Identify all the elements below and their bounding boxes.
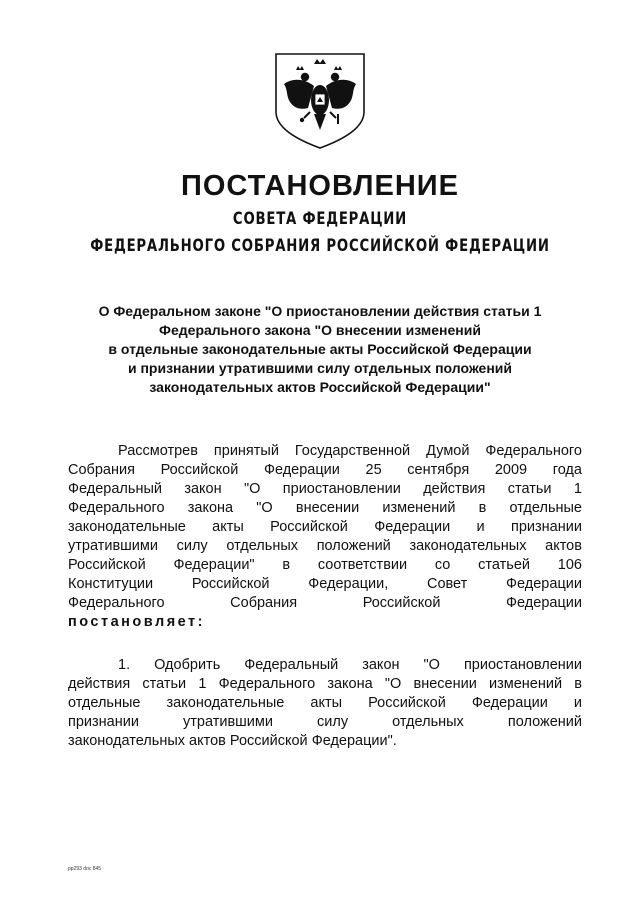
word: соответствии	[317, 557, 408, 573]
word: сентября	[407, 462, 470, 478]
paragraph-preamble	[68, 442, 582, 632]
word: Российской	[362, 595, 441, 611]
word: актов	[189, 733, 226, 749]
word: Федерации	[263, 462, 340, 478]
word: Федерации".	[311, 733, 397, 749]
word: Федеральный	[244, 657, 339, 673]
word: 1	[198, 676, 207, 692]
word: приостановлении	[282, 481, 401, 497]
document-subtitle-council: СОВЕТА ФЕДЕРАЦИИ	[232, 209, 408, 229]
word: Федерального	[68, 500, 165, 516]
word: и	[573, 695, 582, 711]
word: приостановлении	[463, 657, 582, 673]
document-heading	[40, 302, 600, 397]
word: "О	[384, 676, 402, 692]
paragraph-line	[68, 713, 582, 732]
double-headed-eagle-emblem-icon	[270, 50, 370, 150]
word: отдельные	[509, 500, 582, 516]
paragraph-closing-line	[68, 613, 582, 632]
paragraph-line	[68, 732, 582, 751]
word: законодательных	[68, 733, 185, 749]
word: Одобрить	[154, 657, 221, 673]
word: и	[476, 519, 485, 535]
word: Федеральный	[68, 481, 162, 497]
word: закона	[187, 500, 234, 516]
paragraph-item-1	[68, 656, 582, 751]
word: закон	[362, 657, 400, 673]
word: признании	[68, 714, 139, 730]
word: Рассмотрев	[118, 443, 198, 459]
resolves-word: постановляет:	[68, 614, 205, 630]
word: актов	[545, 538, 582, 554]
paragraph-line	[68, 480, 582, 499]
word: Федерального	[218, 676, 316, 692]
word: 25	[365, 462, 382, 478]
word: изменений	[382, 500, 456, 516]
heading-line: Федерального закона "О внесении изменений	[159, 322, 481, 338]
word: Федерации	[506, 595, 582, 611]
word: отдельных	[226, 538, 299, 554]
word: действия	[423, 481, 486, 497]
word: признании	[511, 519, 582, 535]
word: Совет	[426, 576, 468, 592]
word: 106	[557, 557, 582, 573]
word: "О	[256, 500, 273, 516]
emblem	[270, 50, 370, 150]
word: статьи	[507, 481, 552, 497]
word: закон	[184, 481, 222, 497]
word: утратившими	[183, 714, 273, 730]
paragraph-line	[68, 461, 582, 480]
heading-line: и признании утратившими силу отдельных положений	[127, 360, 513, 376]
word: акты	[310, 695, 343, 711]
word: Федерации"	[173, 557, 255, 573]
heading-line: законодательных актов Российской Федерации"	[149, 379, 491, 395]
word: Думой	[426, 443, 470, 459]
word: 2009	[494, 462, 528, 478]
paragraph-line	[68, 656, 582, 675]
document-subtitle-assembly: ФЕДЕРАЛЬНОГО СОБРАНИЯ РОССИЙСКОЙ ФЕДЕРАЦИИ	[90, 236, 550, 256]
word: в	[478, 500, 487, 516]
word: законодательные	[68, 519, 186, 535]
word: Собрания	[230, 595, 298, 611]
word: Собрания	[68, 462, 135, 478]
word: Федерации	[506, 576, 582, 592]
word: в	[282, 557, 291, 573]
paragraph-line	[68, 694, 582, 713]
word: внесении	[413, 676, 477, 692]
word: 1.	[118, 657, 131, 673]
paragraph-line	[68, 575, 582, 594]
word: законодательные	[166, 695, 285, 711]
paragraph-line	[68, 442, 582, 461]
word: Российской	[368, 695, 446, 711]
word: изменений	[488, 676, 563, 692]
word: Российской	[270, 519, 348, 535]
word: положений	[316, 538, 391, 554]
word: внесении	[295, 500, 360, 516]
paragraph-line	[68, 675, 582, 694]
paragraph-line	[68, 518, 582, 537]
word: Федерального	[485, 443, 582, 459]
word: со	[434, 557, 451, 573]
file-reference: pp293 doc 845	[68, 866, 102, 872]
word: Федерации	[374, 519, 451, 535]
word: Федерации	[471, 695, 548, 711]
word: Федерации,	[308, 576, 389, 592]
word: в	[574, 676, 582, 692]
word: Федерального	[68, 595, 165, 611]
heading-line: О Федеральном законе "О приостановлении действия статьи 1	[98, 303, 542, 319]
word: силу	[176, 538, 208, 554]
word: принятый	[213, 443, 279, 459]
paragraph-line	[68, 537, 582, 556]
word: Конституции	[68, 576, 154, 592]
word: года	[552, 462, 582, 478]
word: Российской	[160, 462, 239, 478]
word: Российской	[191, 576, 270, 592]
word: отдельных	[392, 714, 464, 730]
word: закона	[327, 676, 373, 692]
word: утратившими	[68, 538, 158, 554]
word: Государственной	[294, 443, 411, 459]
paragraph-line	[68, 499, 582, 518]
document-title: ПОСТАНОВЛЕНИЕ	[181, 170, 459, 202]
word: Российской	[68, 557, 146, 573]
word: отдельные	[68, 695, 141, 711]
paragraph-line	[68, 556, 582, 575]
word: "О	[243, 481, 261, 497]
paragraph-line	[68, 594, 582, 613]
word: Российской	[229, 733, 308, 749]
word: статьей	[478, 557, 530, 573]
word: акты	[212, 519, 244, 535]
word: действия	[68, 676, 131, 692]
word: положений	[507, 714, 582, 730]
word: статьи	[142, 676, 187, 692]
word: "О	[423, 657, 440, 673]
heading-line: в отдельные законодательные акты Российской Федерации	[108, 341, 532, 357]
word: 1	[573, 481, 582, 497]
word: силу	[317, 714, 349, 730]
word: законодательных	[409, 538, 527, 554]
